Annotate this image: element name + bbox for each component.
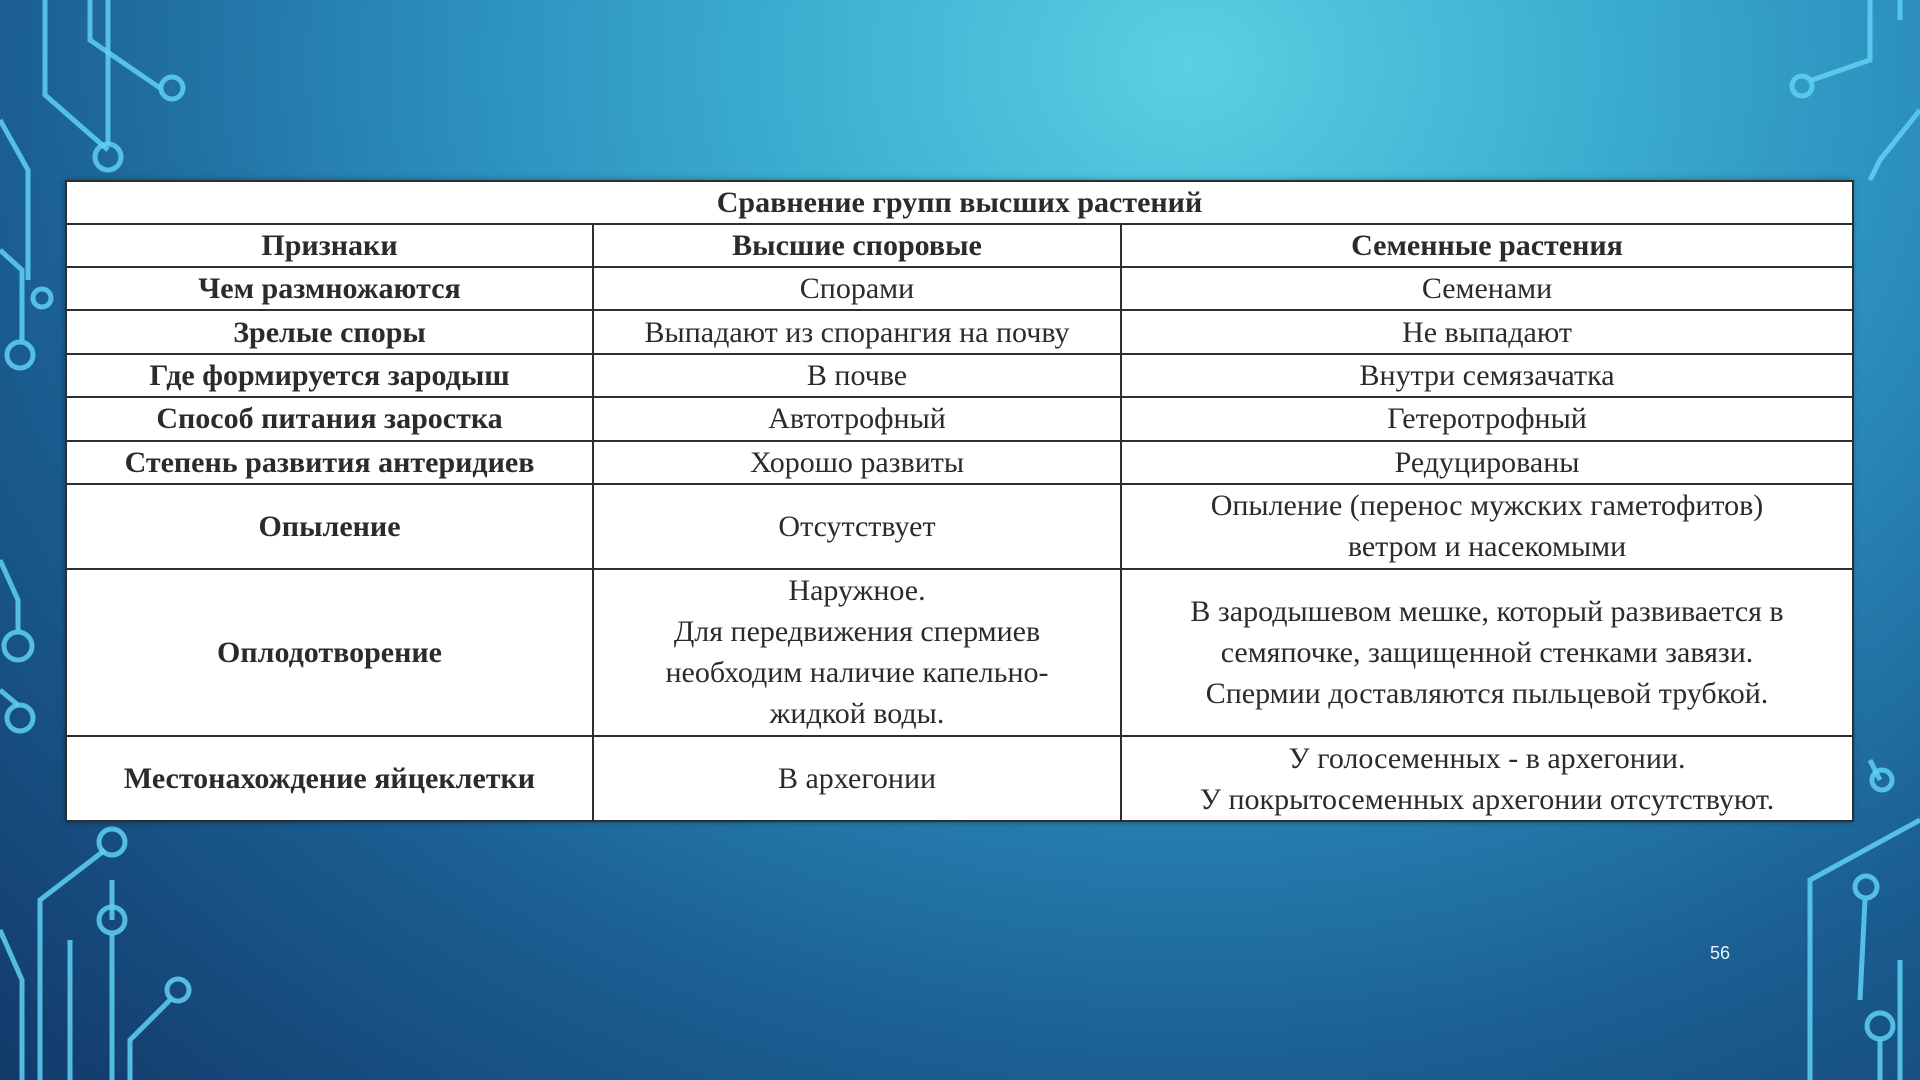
cell-line: Не выпадают [1402,315,1572,349]
cell-line: В зародышевом мешке, который развивается в [1190,594,1784,628]
table-body [66,267,1853,821]
comparison-table-container [65,180,1852,822]
spore-plants-cell [593,736,1121,821]
column-header: Высшие споровые [593,224,1121,267]
table-row [66,310,1853,353]
table-row [66,484,1853,569]
seed-plants-cell [1121,354,1853,397]
cell-line: Наружное. [788,574,926,608]
cell-line: Внутри семязачатка [1359,358,1615,392]
table-row [66,267,1853,310]
seed-plants-cell [1121,397,1853,440]
cell-line: Хорошо развиты [749,445,965,479]
cell-line: Автотрофный [768,402,946,436]
seed-plants-cell [1121,736,1853,821]
cell-line: Редуцированы [1394,445,1580,479]
cell-line: Опыление (перенос мужских гаметофитов) [1210,489,1764,523]
header-row [66,224,1853,267]
feature-cell: Степень развития антеридиев [66,441,593,484]
table-row [66,441,1853,484]
cell-line: Семенами [1421,272,1553,306]
seed-plants-cell [1121,569,1853,737]
table-title: Сравнение групп высших растений [66,181,1853,224]
spore-plants-cell [593,310,1121,353]
seed-plants-cell [1121,310,1853,353]
feature-cell: Оплодотворение [66,569,593,737]
cell-line: В почве [806,358,908,392]
table-row [66,397,1853,440]
table-row [66,736,1853,821]
seed-plants-cell [1121,267,1853,310]
feature-cell: Способ питания заростка [66,397,593,440]
cell-line: Спорами [799,272,915,306]
spore-plants-cell [593,441,1121,484]
spore-plants-cell [593,397,1121,440]
feature-cell: Зрелые споры [66,310,593,353]
feature-cell: Местонахождение яйцеклетки [66,736,593,821]
cell-line: ветром и насекомыми [1347,530,1627,564]
cell-line: Выпадают из спорангия на почву [644,315,1070,349]
comparison-table [65,180,1854,822]
seed-plants-cell [1121,441,1853,484]
cell-line: необходим наличие капельно- [665,656,1049,690]
cell-line: В архегонии [777,762,937,796]
spore-plants-cell [593,484,1121,569]
cell-line: Спермии доставляются пыльцевой трубкой. [1205,676,1769,710]
column-header: Признаки [66,224,593,267]
cell-line: У голосеменных - в архегонии. [1288,741,1686,775]
cell-line: жидкой воды. [769,697,945,731]
cell-line: Для передвижения спермиев [673,615,1041,649]
column-header: Семенные растения [1121,224,1853,267]
table-row [66,569,1853,737]
spore-plants-cell [593,354,1121,397]
feature-cell: Опыление [66,484,593,569]
cell-line: У покрытосеменных архегонии отсутствуют. [1199,782,1775,816]
feature-cell: Где формируется зародыш [66,354,593,397]
cell-line: Гетеротрофный [1387,402,1587,436]
cell-line: семяпочке, защищенной стенками завязи. [1220,635,1754,669]
spore-plants-cell [593,267,1121,310]
page-number: 56 [1709,943,1731,963]
seed-plants-cell [1121,484,1853,569]
feature-cell: Чем размножаются [66,267,593,310]
cell-line: Отсутствует [778,509,936,543]
spore-plants-cell [593,569,1121,737]
table-row [66,354,1853,397]
